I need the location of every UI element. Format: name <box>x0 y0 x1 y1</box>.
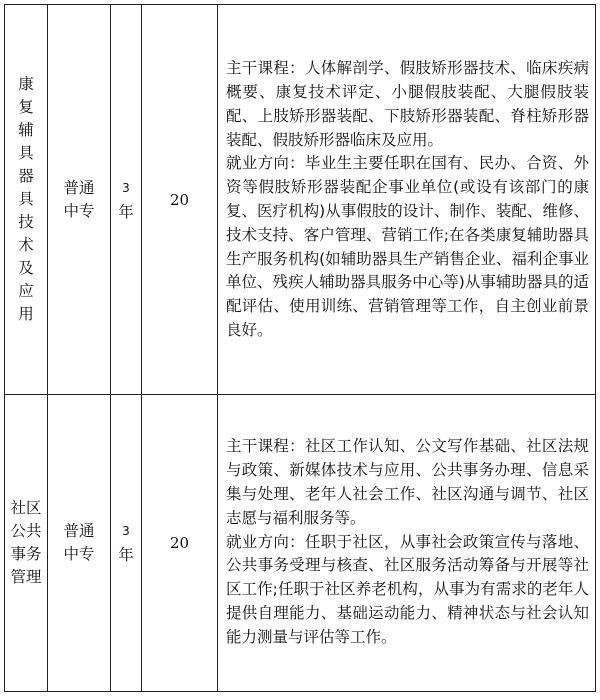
years-number: 3 <box>122 524 130 538</box>
credits-cell <box>142 5 218 395</box>
table-row <box>5 395 596 692</box>
description-cell <box>218 395 596 692</box>
description-cell <box>218 5 596 395</box>
years-unit: 年 <box>118 202 134 221</box>
table-row <box>5 5 596 395</box>
major-cell <box>5 395 48 692</box>
employment-text: 就业方向：任职于社区，从事社会政策宣传与落地、公共事务受理与核查、社区服务活动筹备与开展等社区工作;任职于社区养老机构，从事为有需求的老年人提供自理能力、基础运动能力、精神状态与社会认知能力测量与评估等工作。 <box>226 532 589 646</box>
main-courses-text: 主干课程：人体解剖学、假肢矫形器技术、临床疾病概要、康复技术评定、小腿假肢装配、大腿假肢装配、上肢矫形器装配、下肢矫形器装配、脊柱矫形器装配、假肢矫形器临床及应用。 <box>226 59 589 149</box>
major-name: 社区公共事务管理 <box>10 499 42 586</box>
main-courses-text: 主干课程：社区工作认知、公文写作基础、社区法规与政策、新媒体技术与应用、公共事务办理、信息采集与处理、老年人社会工作、社区沟通与调节、社区志愿与福利服务等。 <box>226 437 589 527</box>
program-table <box>4 4 596 692</box>
education-level: 普通中专 <box>63 178 95 220</box>
years-cell <box>111 395 142 692</box>
level-cell <box>48 5 111 395</box>
employment-text: 就业方向：毕业生主要任职在国有、民办、合资、外资等假肢矫形器装配企事业单位(或设有该部门的康复、医疗机构)从事假肢的设计、制作、装配、维修、技术支持、客户管理、营销工作;在各类康复辅助器具生产服务机构(如辅助器具生产销售企业、福利企事业单位、残疾人辅助器具服务中心等)从事辅助器具的适配评估、使用训练、营销管理等工作，自主创业前景良好。 <box>226 154 589 339</box>
years-number: 3 <box>122 180 130 195</box>
level-cell <box>48 395 111 692</box>
major-name: 康复辅具器具技术及应用 <box>18 75 34 323</box>
education-level: 普通中专 <box>63 522 95 563</box>
credits-value: 20 <box>169 534 190 552</box>
years-cell <box>111 5 142 395</box>
years-unit: 年 <box>118 546 134 564</box>
major-cell <box>5 5 48 395</box>
credits-value: 20 <box>169 190 190 209</box>
credits-cell <box>142 395 218 692</box>
